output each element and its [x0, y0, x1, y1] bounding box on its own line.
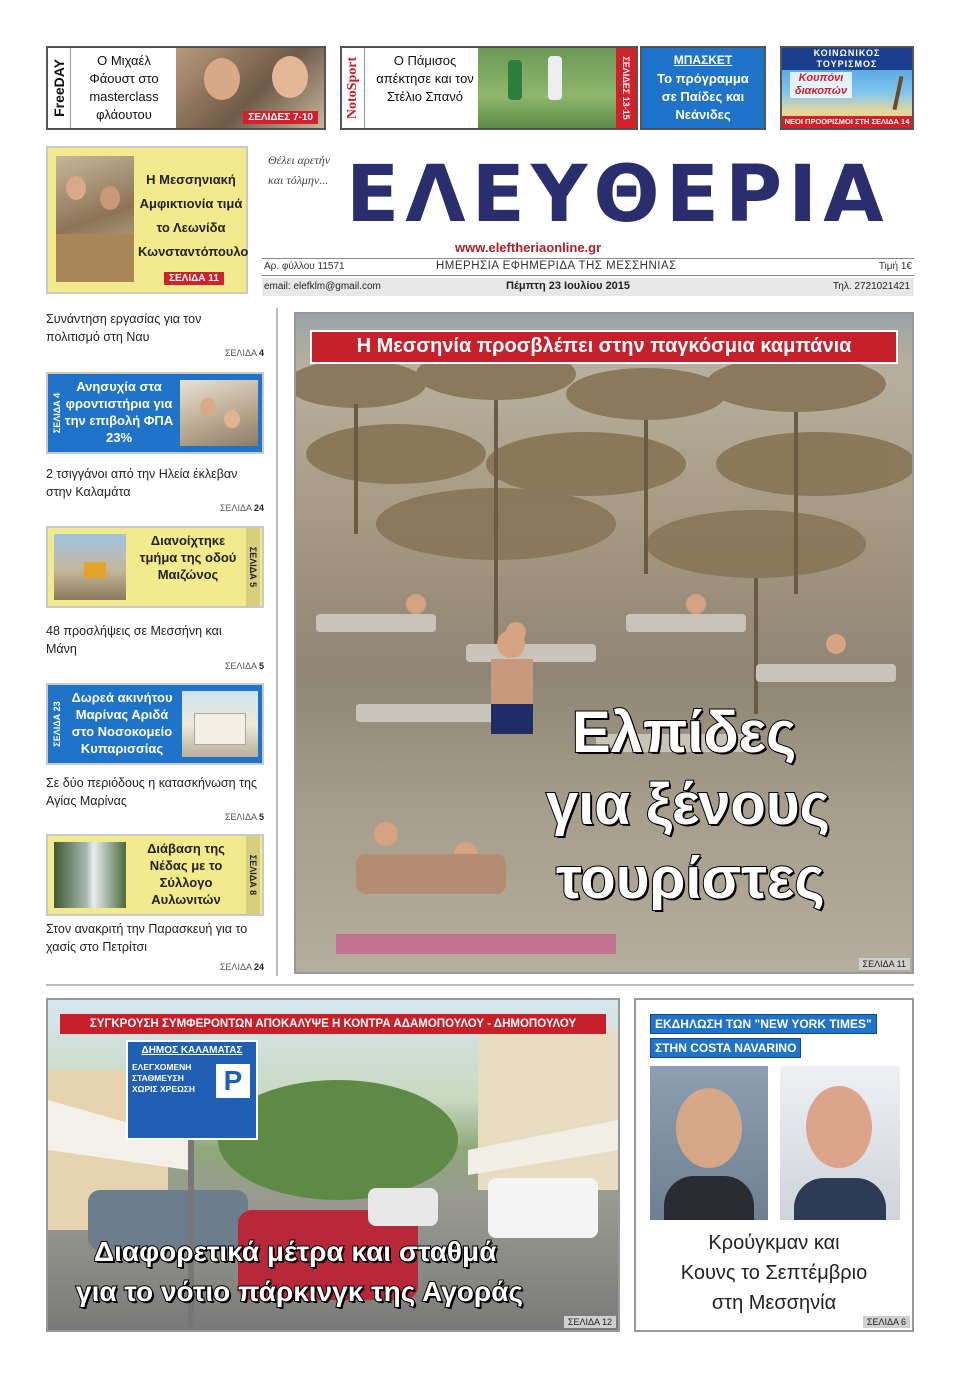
page-label: ΣΕΛΙΔΑ	[224, 812, 257, 822]
notosport-pages: ΣΕΛΙΔΕΣ 13-15	[621, 56, 631, 120]
left-box-1[interactable]	[46, 526, 264, 608]
main-story-headline-line-1: για ξένους	[546, 772, 830, 837]
left-item-2[interactable]	[46, 622, 246, 658]
left-box-1-text: Διανοίχτηκε τμήμα της οδού Μαιζώνος	[139, 533, 237, 582]
main-story[interactable]	[294, 312, 914, 974]
main-story-page: ΣΕΛΙΔΑ 11	[859, 958, 910, 970]
left-box-0-text: Ανησυχία στα φροντιστήρια για την επιβολή ΦΠΑ 23%	[64, 379, 174, 445]
masthead-infobar	[262, 258, 914, 276]
parking-p-icon: P	[216, 1064, 250, 1098]
parking-sign-title: ΔΗΜΟΣ ΚΑΛΑΜΑΤΑΣ	[141, 1045, 243, 1056]
parking-headline-line-1: για το νότιο πάρκινγκ της Αγοράς	[76, 1276, 523, 1307]
section-divider	[46, 984, 914, 986]
left-item-4-page	[180, 962, 264, 972]
promo-basket[interactable]	[640, 46, 766, 130]
amphictyony-photo	[56, 156, 134, 282]
page-num: 5	[258, 661, 264, 671]
parking-story-banner: ΣΥΓΚΡΟΥΣΗ ΣΥΜΦΕΡΟΝΤΩΝ ΑΠΟΚΑΛΥΨΕ Η ΚΟΝΤΡΑ ΑΔΑΜΟΠΟΥΛΟΥ - ΔΗΜΟΠΟΥΛΟΥ	[60, 1014, 606, 1034]
amphictyony-text: Η Μεσσηνιακή Αμφικτιονία τιμά το Λεωνίδα Κωνσταντόπουλο	[138, 172, 249, 259]
left-box-0-page-tab	[50, 374, 64, 452]
left-box-3-page: ΣΕΛΙΔΑ 8	[248, 854, 258, 896]
left-item-3-page	[180, 812, 264, 822]
notosport-text: Ο Πάμισος απέκτησε και τον Στέλιο Σπανό	[376, 53, 474, 104]
masthead-motto: Θέλει αρετήν και τόλμην...	[268, 153, 331, 187]
left-item-0[interactable]	[46, 310, 246, 346]
nyt-story[interactable]	[634, 998, 914, 1332]
krugman-photo	[650, 1066, 768, 1220]
freeday-tab	[48, 48, 71, 128]
page-num: 4	[258, 348, 264, 358]
left-box-2[interactable]	[46, 683, 264, 765]
left-item-1-page	[180, 503, 264, 513]
parking-sign-text: ΕΛΕΓΧΟΜΕΝΗ ΣΤΑΘΜΕΥΣΗ ΧΩΡΙΣ ΧΡΕΩΣΗ	[132, 1062, 196, 1094]
left-item-2-text: 48 προσλήψεις σε Μεσσήνη και Μάνη	[46, 624, 222, 656]
main-story-headline-line-0: Ελπίδες	[572, 700, 797, 765]
left-item-1-text: 2 τσιγγάνοι από την Ηλεία έκλεβαν στην Καλαμάτα	[46, 467, 238, 499]
masthead-infobar-2	[262, 278, 914, 296]
parking-headline-line-0: Διαφορετικά μέτρα και σταθμά	[94, 1236, 497, 1267]
parking-story-page: ΣΕΛΙΔΑ 12	[564, 1316, 616, 1328]
left-box-3[interactable]	[46, 834, 264, 916]
left-item-2-page	[180, 661, 264, 671]
left-box-1-page-tab	[246, 528, 260, 606]
left-box-1-photo	[54, 534, 126, 600]
left-item-0-text: Συνάντηση εργασίας για τον πολιτισμό στη Ναυ	[46, 312, 202, 344]
main-story-banner: Η Μεσσηνία προσβλέπει στην παγκόσμια καμπάνια	[310, 330, 898, 364]
palm-icon	[893, 76, 904, 110]
left-box-2-text: Δωρεά ακινήτου Μαρίνας Αριδά στο Νοσοκομείο Κυπαρισσίας	[71, 690, 173, 756]
parking-story[interactable]	[46, 998, 620, 1332]
basket-title: ΜΠΑΣΚΕΤ	[673, 53, 733, 67]
left-item-0-page	[180, 348, 264, 358]
freeday-tab-label: FreeDAY	[51, 59, 67, 117]
amphictyony-box[interactable]	[46, 146, 248, 294]
left-item-1[interactable]	[46, 465, 246, 501]
promo-tourism[interactable]	[780, 46, 914, 130]
masthead-title: ΕΛΕΥΘΕΡΙΑ	[346, 150, 890, 240]
issue-number: Αρ. φύλλου 11571	[264, 261, 345, 272]
nyt-story-page: ΣΕΛΙΔΑ 6	[863, 1316, 910, 1328]
tourism-coupon: Κουπόνι διακοπών	[790, 72, 852, 98]
left-box-0-photo	[180, 380, 258, 446]
page-label: ΣΕΛΙΔΑ	[219, 962, 252, 972]
newspaper-subtitle: ΗΜΕΡΗΣΙΑ ΕΦΗΜΕΡΙΔΑ ΤΗΣ ΜΕΣΣΗΝΙΑΣ	[436, 260, 677, 272]
left-item-4-text: Στον ανακριτή την Παρασκευή για το χασίς στο Πετρίτσι	[46, 922, 248, 954]
amphictyony-page: ΣΕΛΙΔΑ 11	[164, 272, 224, 285]
nyt-text-line-2: στη Μεσσηνία	[711, 1292, 837, 1314]
nyt-text-line-1: Κουνς το Σεπτέμβριο	[680, 1262, 868, 1284]
freeday-pages: ΣΕΛΙΔΕΣ 7-10	[243, 111, 318, 124]
left-item-4[interactable]	[46, 920, 260, 956]
left-box-0[interactable]	[46, 372, 264, 454]
page-label: ΣΕΛΙΔΑ	[224, 348, 257, 358]
left-box-2-page-tab	[50, 685, 64, 763]
koons-photo	[780, 1066, 900, 1220]
notosport-tab-label: NotoSport	[345, 56, 360, 120]
page-num: 24	[253, 962, 264, 972]
page-num: 5	[258, 812, 264, 822]
left-box-3-text: Διάβαση της Νέδας με το Σύλλογο Αυλωνιτών	[147, 841, 225, 907]
notosport-photo	[478, 48, 618, 128]
email[interactable]: email: elefklm@gmail.com	[264, 281, 381, 292]
masthead	[346, 150, 914, 246]
left-item-3-text: Σε δύο περιόδους η κατασκήνωση της Αγίας Μαρίνας	[46, 776, 257, 808]
price: Τιμή 1€	[878, 261, 912, 272]
left-box-1-page: ΣΕΛΙΔΑ 5	[248, 546, 258, 588]
nyt-banner-line-1: ΣΤΗΝ COSTA NAVARINO	[650, 1038, 801, 1058]
left-item-3[interactable]	[46, 774, 260, 810]
left-box-2-photo	[182, 691, 258, 757]
nyt-banner-line-0: ΕΚΔΗΛΩΣΗ ΤΩΝ "NEW YORK TIMES"	[650, 1014, 877, 1034]
issue-date: Πέμπτη 23 Ιουλίου 2015	[506, 280, 631, 292]
tourism-footer: ΝΕΟΙ ΠΡΟΟΡΙΣΜΟΙ ΣΤΗ ΣΕΛΙΔΑ 14	[782, 116, 912, 128]
left-box-0-page: ΣΕΛΙΔΑ 4	[52, 392, 62, 434]
phone: Τηλ. 2721021421	[832, 281, 910, 292]
left-box-3-page-tab	[246, 836, 260, 914]
promo-notosport[interactable]	[340, 46, 638, 130]
parking-sign	[126, 1040, 258, 1140]
page-label: ΣΕΛΙΔΑ	[224, 661, 257, 671]
main-story-headline-line-2: τουρίστες	[556, 846, 825, 911]
left-box-2-page: ΣΕΛΙΔΑ 23	[52, 701, 62, 747]
basket-text: Το πρόγραμμα σε Παίδες και Νεάνιδες	[657, 71, 749, 122]
freeday-text: Ο Μιχαέλ Φάουστ στο masterclass φλάουτου	[89, 53, 159, 122]
page-num: 24	[253, 503, 264, 513]
left-box-3-photo	[54, 842, 126, 908]
masthead-url[interactable]: www.eleftheriaonline.gr	[455, 240, 602, 255]
promo-freeday[interactable]	[46, 46, 326, 130]
page-label: ΣΕΛΙΔΑ	[219, 503, 252, 513]
notosport-tab	[342, 48, 365, 128]
notosport-pages-tab	[616, 48, 636, 128]
tourism-title: ΚΟΙΝΩΝΙΚΟΣ ΤΟΥΡΙΣΜΟΣ	[782, 48, 912, 70]
nyt-text-line-0: Κρούγκμαν και	[708, 1232, 840, 1254]
